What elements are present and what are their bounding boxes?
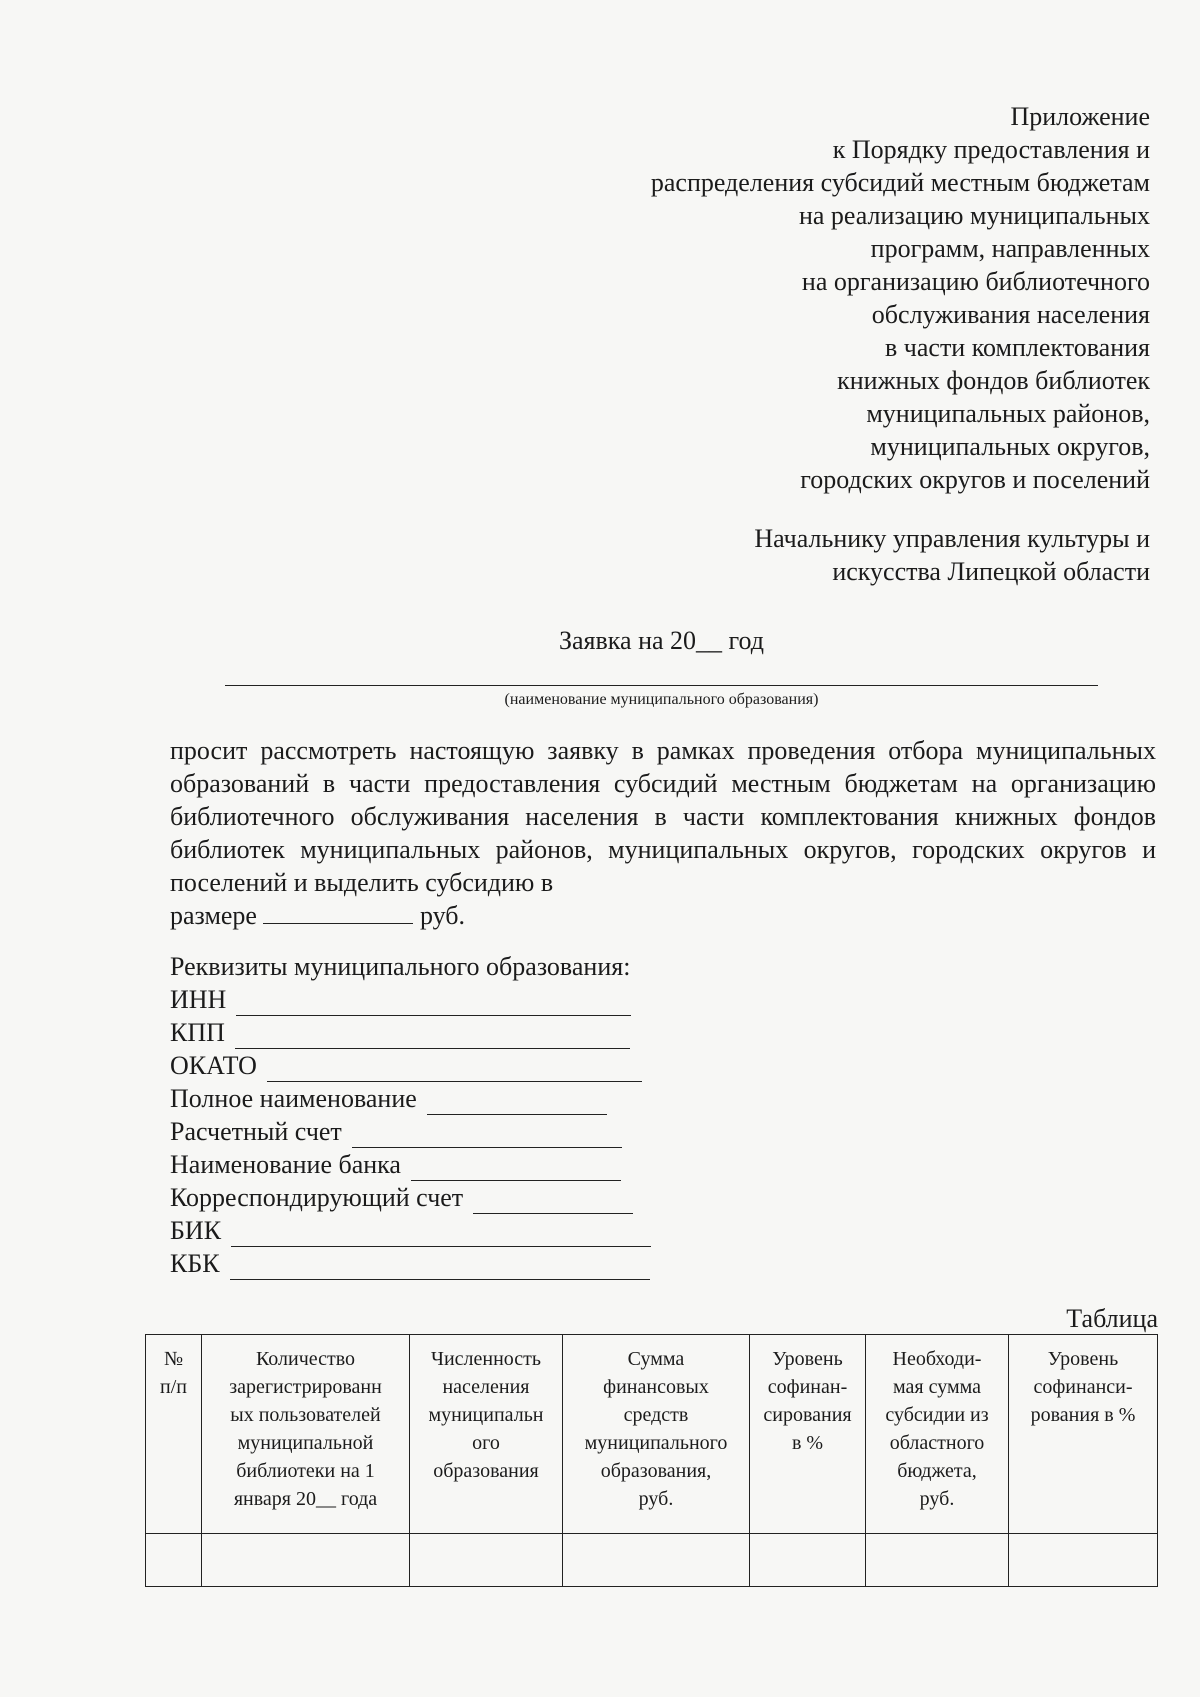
- table-row: [146, 1534, 1158, 1587]
- requisite-row-full-name: [170, 1082, 870, 1115]
- requisite-blank: [352, 1125, 622, 1148]
- appendix-line: распределения субсидий местным бюджетам: [650, 168, 1150, 197]
- requisite-label: Расчетный счет: [170, 1117, 342, 1146]
- requisite-label: Наименование банка: [170, 1150, 401, 1179]
- requisite-row-kbk: [170, 1247, 870, 1280]
- municipality-name-caption: (наименование муниципального образования): [504, 691, 819, 708]
- col-header-population: Численность населения муниципальн ого образования: [410, 1335, 563, 1534]
- appendix-line: муниципальных районов,: [866, 399, 1150, 428]
- appendix-line: обслуживания населения: [871, 300, 1150, 329]
- requisite-blank: [236, 993, 631, 1016]
- requisite-row-bik: [170, 1214, 870, 1247]
- appendix-line: муниципальных округов,: [870, 432, 1150, 461]
- amount-blank: [263, 901, 413, 924]
- table-cell: [410, 1534, 563, 1587]
- requisite-row-corr-account: [170, 1181, 870, 1214]
- col-header-subsidy-amount: Необходи- мая сумма субсидии из областного бюджета, руб.: [866, 1335, 1009, 1534]
- col-header-number: № п/п: [146, 1335, 202, 1534]
- appendix-line: в части комплектования: [885, 333, 1150, 362]
- requisite-row-kpp: [170, 1016, 870, 1049]
- appendix-header: [450, 100, 1150, 496]
- requisites-heading: Реквизиты муниципального образования:: [170, 952, 631, 981]
- appendix-line: книжных фондов библиотек: [837, 366, 1150, 395]
- amount-prefix: размере: [170, 901, 257, 930]
- requisite-blank: [473, 1191, 633, 1214]
- requisite-blank: [267, 1059, 642, 1082]
- requisite-row-bank-name: [170, 1148, 870, 1181]
- amount-line: [170, 899, 1156, 932]
- table-caption: Таблица: [1066, 1304, 1158, 1333]
- requisite-label: БИК: [170, 1216, 222, 1245]
- col-header-cofinancing-level-2: Уровень софинанси- рования в %: [1009, 1335, 1158, 1534]
- appendix-line: Приложение: [1010, 102, 1150, 131]
- requisite-row-account: [170, 1115, 870, 1148]
- appendix-line: городских округов и поселений: [800, 465, 1150, 494]
- addressee-line: Начальнику управления культуры и: [754, 524, 1150, 553]
- col-header-users: Количество зарегистрированн ых пользователей муниципальной библиотеки на 1 января 20__ года: [202, 1335, 410, 1534]
- requisite-blank: [235, 1026, 630, 1049]
- table-cell: [1009, 1534, 1158, 1587]
- requisite-label: КБК: [170, 1249, 220, 1278]
- appendix-line: программ, направленных: [870, 234, 1150, 263]
- col-header-municipal-funds: Сумма финансовых средств муниципального образования, руб.: [563, 1335, 750, 1534]
- table-cell: [146, 1534, 202, 1587]
- requisite-blank: [427, 1092, 607, 1115]
- municipality-name-line: [225, 685, 1098, 686]
- document-title: Заявка на 20__ год: [558, 626, 765, 655]
- appendix-line: к Порядку предоставления и: [832, 135, 1150, 164]
- amount-suffix: руб.: [419, 901, 466, 930]
- table-header-row: [146, 1335, 1158, 1534]
- appendix-line: на организацию библиотечного: [801, 267, 1150, 296]
- table-cell: [202, 1534, 410, 1587]
- addressee-line: искусства Липецкой области: [832, 557, 1150, 586]
- document-title-wrap: [0, 625, 1200, 657]
- requisite-blank: [230, 1257, 650, 1280]
- col-header-cofinancing-level: Уровень софинан- сирования в %: [750, 1335, 866, 1534]
- requisite-label: Полное наименование: [170, 1084, 417, 1113]
- table-cell: [563, 1534, 750, 1587]
- table-cell: [750, 1534, 866, 1587]
- requisite-row-inn: [170, 983, 870, 1016]
- requisite-row-okato: [170, 1049, 870, 1082]
- request-body: [170, 734, 1156, 932]
- requisites-block: [170, 950, 870, 1280]
- subsidy-table: [145, 1334, 1158, 1587]
- request-text: просит рассмотреть настоящую заявку в рамках проведения отбора муниципальных образований в части предоставления субсидий местным бюджетам на организацию библиотечного обслуживания населения в части комплектования книжных фондов библиотек муниципальных районов, муниципальных округов, городских округов и поселений и выделить субсидию в: [170, 736, 1156, 897]
- requisite-label: ИНН: [170, 985, 227, 1014]
- requisite-label: Корреспондирующий счет: [170, 1183, 464, 1212]
- requisite-label: ОКАТО: [170, 1051, 257, 1080]
- requisite-blank: [231, 1224, 651, 1247]
- requisite-blank: [411, 1158, 621, 1181]
- table-cell: [866, 1534, 1009, 1587]
- appendix-line: на реализацию муниципальных: [798, 201, 1150, 230]
- addressee-block: [450, 522, 1150, 588]
- requisite-label: КПП: [170, 1018, 225, 1047]
